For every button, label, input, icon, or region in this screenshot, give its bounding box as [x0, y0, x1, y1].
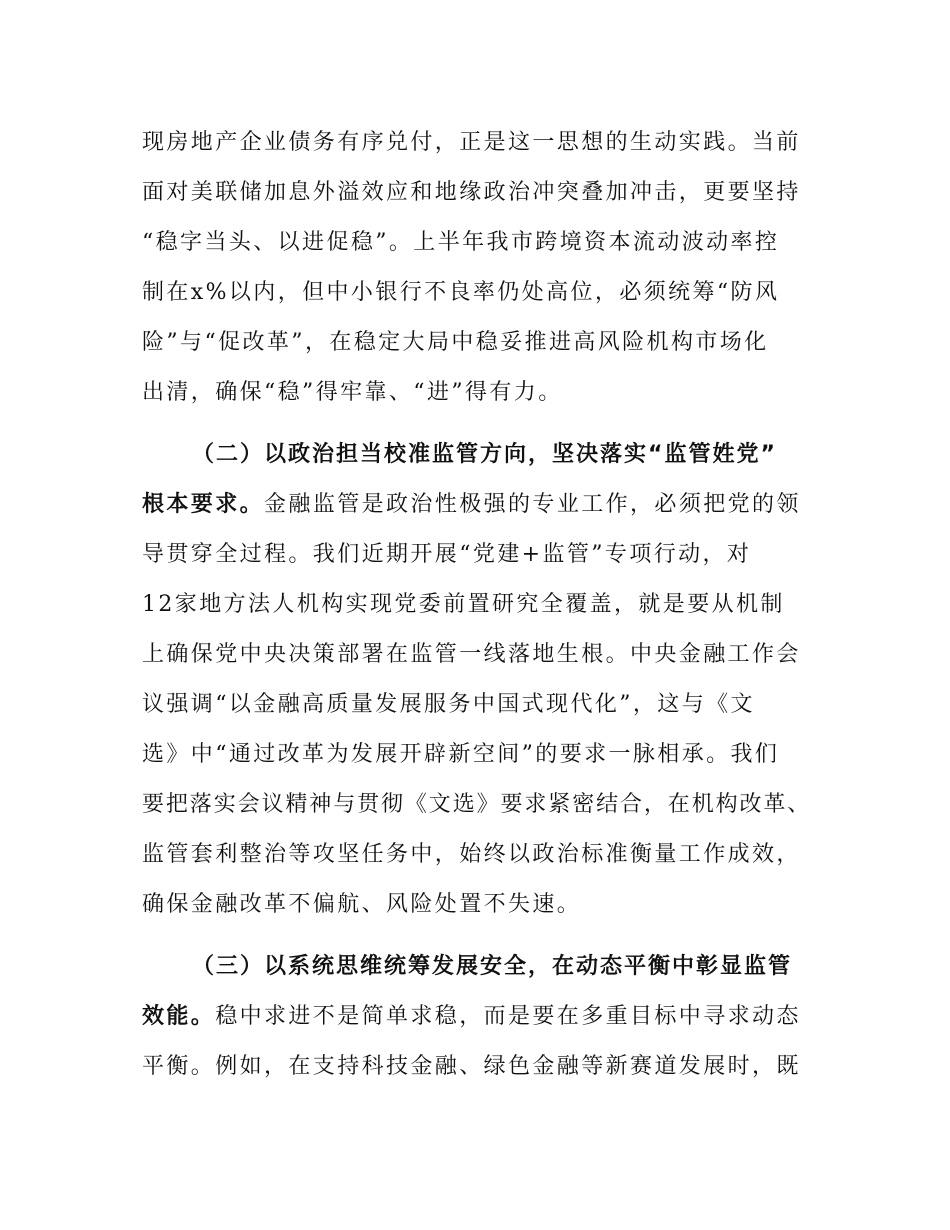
paragraph-line: 现房地产企业债务有序兑付，正是这一思想的生动实践。当前: [142, 130, 801, 155]
paragraph-line: [142, 1002, 801, 1032]
paragraph-line: 12家地方法人机构实现党委前置研究全覆盖，就是要从机制: [142, 592, 785, 617]
paragraph-text: 金融监管是政治性极强的专业工作，必须把党的领: [264, 492, 801, 517]
section-heading-text: 效能。: [142, 1004, 216, 1029]
section-heading-text: （三）以系统思维统筹发展安全，在动态平衡中彰显监管: [192, 954, 793, 979]
paragraph-line: 上确保党中央决策部署在监管一线落地生根。中央金融工作会: [142, 642, 801, 667]
section-heading-text: （二）以政治担当校准监管方向，坚决落实“监管姓党”: [192, 442, 777, 467]
paragraph-line: 确保金融改革不偏航、风险处置不失速。: [142, 892, 582, 917]
paragraph-line: 面对美联储加息外溢效应和地缘政治冲突叠加冲击，更要坚持: [142, 180, 801, 205]
paragraph-line: [142, 490, 801, 520]
paragraph-text: 稳中求进不是简单求稳，而是要在多重目标中寻求动态: [215, 1004, 801, 1029]
paragraph-line: 要把落实会议精神与贯彻《文选》要求紧密结合，在机构改革、: [142, 792, 812, 817]
paragraph-line: 平衡。例如，在支持科技金融、绿色金融等新赛道发展时，既: [142, 1054, 801, 1079]
paragraph-line: 出清，确保“稳”得牢靠、“进”得有力。: [142, 380, 563, 405]
paragraph-line: 选》中“通过改革为发展开辟新空间”的要求一脉相承。我们: [142, 742, 780, 767]
paragraph-line: 监管套利整治等攻坚任务中，始终以政治标准衡量工作成效，: [142, 842, 801, 867]
paragraph-line: 制在x%以内，但中小银行不良率仍处高位，必须统筹“防风: [142, 280, 780, 305]
section-heading-2: [192, 440, 777, 470]
section-heading-text: 根本要求。: [142, 492, 265, 517]
section-heading-3: [192, 952, 792, 982]
paragraph-line: 导贯穿全过程。我们近期开展“党建+监管”专项行动，对: [142, 542, 752, 567]
paragraph-line: 险”与“促改革”，在稳定大局中稳妥推进高风险机构市场化: [142, 330, 769, 355]
paragraph-line: “稳字当头、以进促稳”。上半年我市跨境资本流动波动率控: [142, 230, 780, 255]
paragraph-line: 议强调“以金融高质量发展服务中国式现代化”，这与《文: [142, 692, 755, 717]
